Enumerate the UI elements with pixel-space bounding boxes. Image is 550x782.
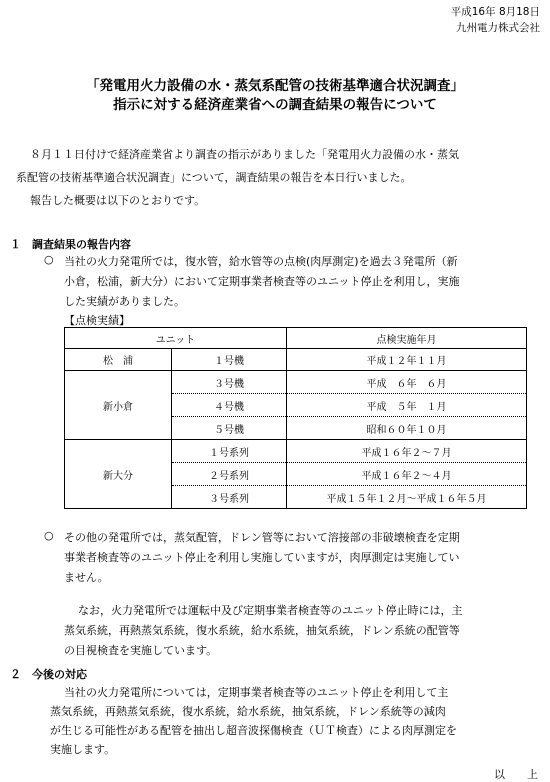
item2-line3: ません。 — [64, 571, 109, 584]
table-unit-cell: １号系列 — [172, 440, 287, 463]
table-header-date: 点検実施年月 — [287, 328, 527, 349]
note-line2: 蒸気系統，再熱蒸気系統，復水系統，給水系統，抽気系統，ドレン系統の配管等 — [64, 624, 460, 637]
intro-line2: 系配管の技術基準適合状況調査」について，調査結果の報告を本日行いました。 — [16, 171, 412, 184]
table-plant-cell: 新小倉 — [65, 371, 172, 440]
table-plant-cell: 松 浦 — [65, 349, 172, 371]
table-unit-cell: ５号機 — [172, 417, 287, 440]
table-row — [65, 440, 527, 463]
bullet-icon: ○ — [44, 529, 54, 542]
section2-line3: が生じる可能性がある配管を抽出し超音波探傷検査（ＵＴ検査）による肉厚測定を — [50, 724, 457, 737]
item1-line1: 当社の火力発電所では，復水管，給水管等の点検(肉厚測定)を過去３発電所（新 — [64, 255, 458, 268]
table-date-cell: 平成１２年１１月 — [287, 349, 527, 371]
table-unit-cell: ４号機 — [172, 394, 287, 417]
table-date-cell: 昭和６０年１０月 — [287, 417, 527, 440]
item2-line2: 事業者検査等のユニット停止を利用し実施していますが，肉厚測定は実施してい — [64, 551, 460, 564]
table-date-cell: 平成１５年１２月～平成１６年５月 — [287, 486, 527, 509]
document-date: 平成16年 8月18日 — [450, 6, 540, 18]
document-title-line1: 「発電用火力設備の水・蒸気系配管の技術基準適合状況調査」 — [86, 78, 464, 94]
item1-line2: 小倉，松浦，新大分）において定期事業者検査等のユニット停止を利用し，実施 — [64, 275, 460, 288]
table-unit-cell: ２号系列 — [172, 463, 287, 486]
table-unit-cell: ３号機 — [172, 371, 287, 394]
table-date-cell: 平成 ６年 ６月 — [287, 371, 527, 394]
item1-line3: した実績がありました。 — [64, 295, 185, 308]
table-plant-cell: 新大分 — [65, 440, 172, 509]
inspection-table — [64, 327, 527, 509]
section2-line1: 当社の火力発電所については，定期事業者検査等のユニット停止を利用して主 — [64, 686, 449, 699]
table-header-unit: ユニット — [65, 328, 287, 349]
table-row — [65, 349, 527, 371]
table-unit-cell: １号機 — [172, 349, 287, 371]
table-header-row — [65, 328, 527, 349]
bullet-icon: ○ — [44, 253, 54, 266]
table-row — [65, 371, 527, 394]
note-line3: の目視検査を実施しています。 — [64, 644, 218, 657]
item2-line1: その他の発電所では，蒸気配管，ドレン管等において溶接部の非破壊検査を定期 — [64, 531, 460, 544]
section2-line4: 実施します。 — [50, 743, 116, 756]
document-title-line2: 指示に対する経済産業省への調査結果の報告について — [113, 97, 437, 113]
intro-line1: ８月１１日付けで経済産業省より調査の指示がありました「発電用火力設備の水・蒸気 — [30, 148, 459, 161]
section1-heading: １ 調査結果の報告内容 — [10, 238, 131, 251]
table-date-cell: 平成１６年２～７月 — [287, 440, 527, 463]
intro-line3: 報告した概要は以下のとおりです。 — [30, 194, 206, 207]
section2-line2: 蒸気系統，再熱蒸気系統，復水系統，給水系統，抽気系統，ドレン系統等の減肉 — [50, 705, 446, 718]
section2-heading: ２ 今後の対応 — [10, 668, 87, 681]
company-name: 九州電力株式会社 — [456, 22, 540, 34]
table-unit-cell: ３号系列 — [172, 486, 287, 509]
table-date-cell: 平成１６年２～４月 — [287, 463, 527, 486]
closing-mark: 以 上 — [494, 768, 538, 781]
table-date-cell: 平成 ５年 １月 — [287, 394, 527, 417]
note-line1: なお，火力発電所では運転中及び定期事業者検査等のユニット停止時には，主 — [78, 604, 463, 617]
table-caption: 【点検実績】 — [64, 314, 130, 327]
